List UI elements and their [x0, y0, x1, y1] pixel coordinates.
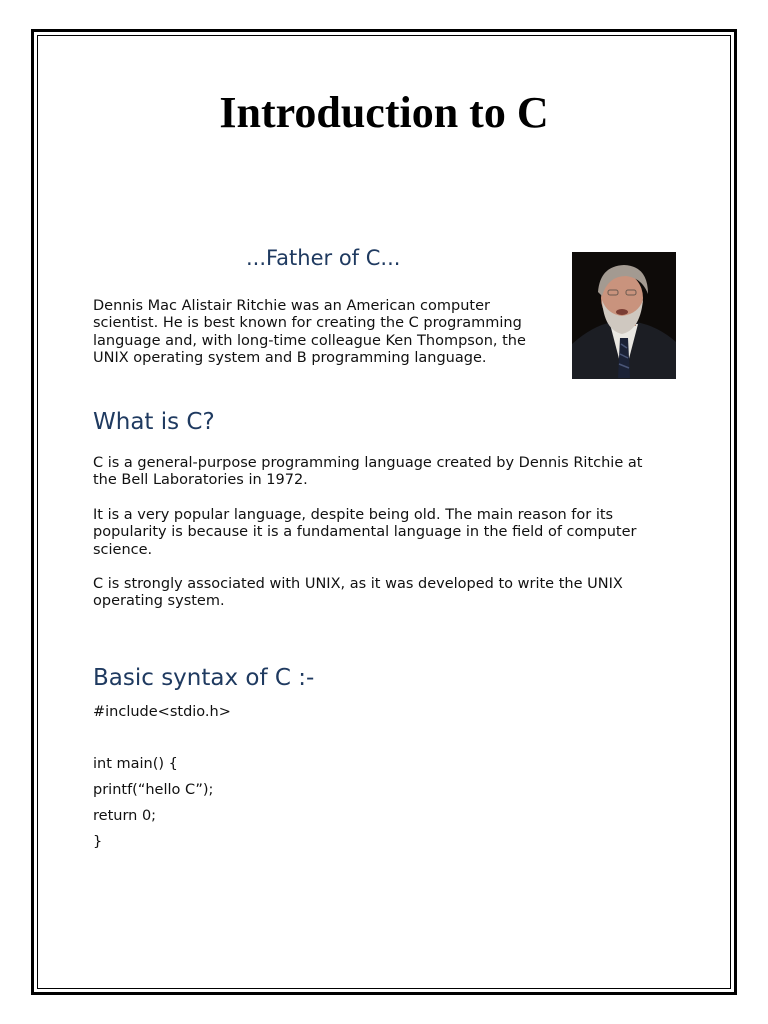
- father-of-c-heading: ...Father of C...: [246, 246, 401, 270]
- code-line-return: return 0;: [93, 808, 157, 824]
- dennis-ritchie-portrait: [572, 252, 676, 379]
- code-line-close-brace: }: [93, 834, 103, 850]
- code-line-include: #include<stdio.h>: [93, 704, 231, 720]
- what-is-c-paragraph-1: C is a general-purpose programming language created by Dennis Ritchie at the Bell Laboratories in 1972.: [93, 455, 643, 489]
- ritchie-bio-paragraph: Dennis Mac Alistair Ritchie was an American computer scientist. He is best known for creating the C programming language and, with long-time colleague Ken Thompson, the UNIX operating system and B programming language.: [93, 298, 526, 366]
- what-is-c-heading: What is C?: [93, 409, 215, 435]
- what-is-c-paragraph-3: C is strongly associated with UNIX, as it was developed to write the UNIX operating system.: [93, 576, 623, 610]
- basic-syntax-heading: Basic syntax of C :-: [93, 665, 315, 691]
- what-is-c-paragraph-2: It is a very popular language, despite being old. The main reason for its popularity is because it is a fundamental language in the field of computer science.: [93, 507, 637, 558]
- code-line-printf: printf(“hello C”);: [93, 782, 214, 798]
- code-line-main: int main() {: [93, 756, 178, 772]
- page-title: Introduction to C: [219, 88, 549, 137]
